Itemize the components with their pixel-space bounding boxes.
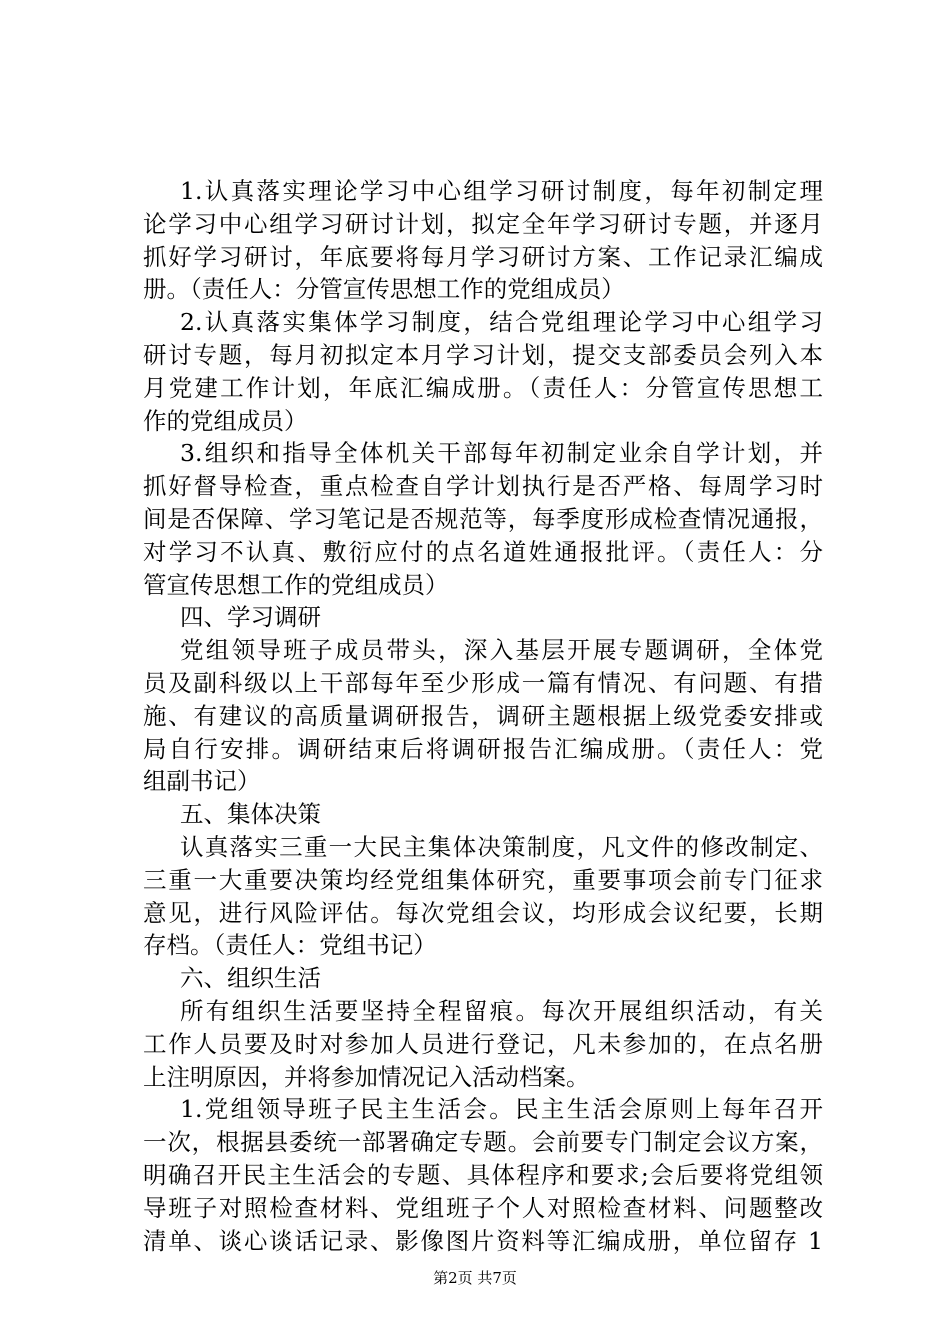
text-line: 研讨专题，每月初拟定本月学习计划，提交支部委员会列入本 <box>143 340 823 369</box>
text-line: 3.组织和指导全体机关干部每年初制定业余自学计划，并 <box>180 439 823 468</box>
text-line: 1.党组领导班子民主生活会。民主生活会原则上每年召开 <box>180 1095 823 1124</box>
text-line: 认真落实三重一大民主集体决策制度，凡文件的修改制定、 <box>180 832 823 861</box>
text-line: 作的党组成员） <box>143 406 308 435</box>
text-line: 党组领导班子成员带头，深入基层开展专题调研，全体党 <box>180 636 823 665</box>
text-line: 1.认真落实理论学习中心组学习研讨制度，每年初制定理 <box>180 177 823 205</box>
text-line: 抓好学习研讨，年底要将每月学习研讨方案、工作记录汇编成 <box>143 242 823 271</box>
text-line: 施、有建议的高质量调研报告，调研主题根据上级党委安排或 <box>143 701 823 730</box>
text-line: 2.认真落实集体学习制度，结合党组理论学习中心组学习 <box>180 308 823 337</box>
text-line: 一次，根据县委统一部署确定专题。会前要专门制定会议方案， <box>143 1128 823 1157</box>
text-line: 存档。（责任人：党组书记） <box>143 931 437 960</box>
text-line: 导班子对照检查材料、党组班子个人对照检查材料、问题整改 <box>143 1193 823 1222</box>
text-line: 册。（责任人：分管宣传思想工作的党组成员） <box>143 275 625 304</box>
text-line: 清单、谈心谈话记录、影像图片资料等汇编成册，单位留存 1 <box>143 1226 823 1255</box>
text-line: 对学习不认真、敷衍应付的点名道姓通报批评。（责任人：分 <box>143 537 823 566</box>
document-body <box>143 175 823 1257</box>
text-line: 工作人员要及时对参加人员进行登记，凡未参加的，在点名册 <box>143 1029 823 1058</box>
text-line: 四、学习调研 <box>180 603 321 632</box>
text-line: 抓好督导检查，重点检查自学计划执行是否严格、每周学习时 <box>143 472 823 501</box>
text-line: 局自行安排。调研结束后将调研报告汇编成册。（责任人：党 <box>143 734 823 763</box>
text-line: 五、集体决策 <box>180 800 321 829</box>
text-line: 上注明原因，并将参加情况记入活动档案。 <box>143 1062 590 1091</box>
text-line: 组副书记） <box>143 767 261 796</box>
text-line: 员及副科级以上干部每年至少形成一篇有情况、有问题、有措 <box>143 668 823 697</box>
text-line: 意见，进行风险评估。每次党组会议，均形成会议纪要，长期 <box>143 898 823 927</box>
text-line: 管宣传思想工作的党组成员） <box>143 570 449 599</box>
text-line: 论学习中心组学习研讨计划，拟定全年学习研讨专题，并逐月 <box>143 209 823 238</box>
text-line: 六、组织生活 <box>180 964 321 993</box>
text-line: 间是否保障、学习笔记是否规范等，每季度形成检查情况通报， <box>143 504 823 533</box>
page-footer: 第2页 共7页 <box>433 1269 517 1287</box>
text-line: 月党建工作计划，年底汇编成册。（责任人：分管宣传思想工 <box>143 373 823 402</box>
text-line: 三重一大重要决策均经党组集体研究，重要事项会前专门征求 <box>143 865 823 894</box>
text-line: 所有组织生活要坚持全程留痕。每次开展组织活动，有关 <box>180 996 823 1025</box>
text-line: 明确召开民主生活会的专题、具体程序和要求;会后要将党组领 <box>143 1160 823 1189</box>
